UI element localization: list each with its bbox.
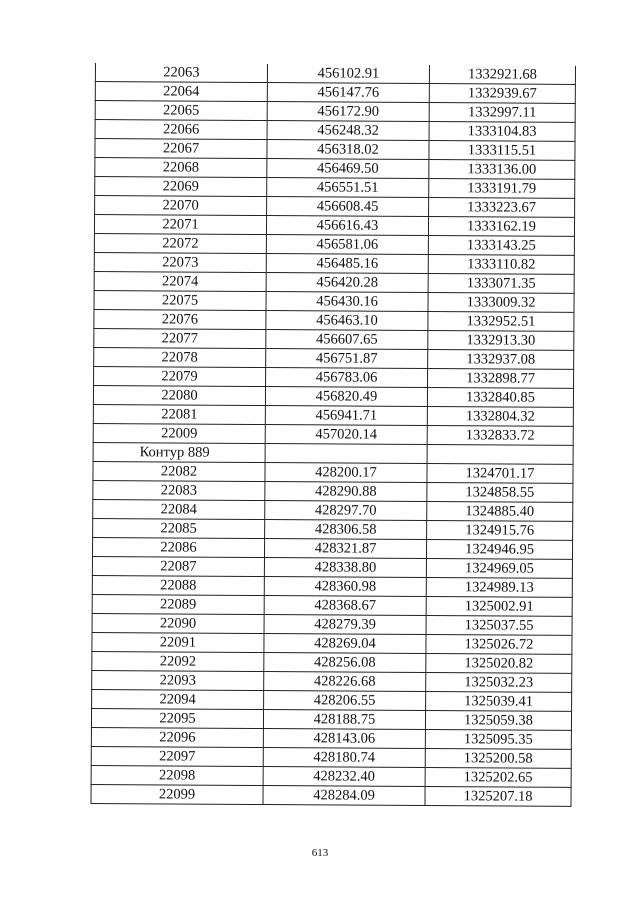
table-row (92, 556, 572, 578)
y-coordinate-cell: 1325039.41 (426, 692, 572, 712)
point-id-cell: 22097 (91, 746, 263, 766)
x-coordinate-cell: 456172.90 (267, 102, 429, 122)
y-coordinate-cell: 1325026.72 (426, 635, 572, 655)
point-id-cell: 22066 (95, 120, 267, 140)
x-coordinate-cell: 428290.88 (265, 482, 427, 502)
x-coordinate-cell: 428269.04 (264, 634, 426, 654)
table-row (95, 101, 575, 123)
point-id-cell: 22071 (94, 215, 266, 235)
table-row (92, 651, 572, 673)
y-coordinate-cell: 1333110.82 (428, 255, 574, 275)
y-coordinate-cell: 1325032.23 (426, 673, 572, 693)
table-row (92, 575, 572, 597)
x-coordinate-cell: 456581.06 (266, 235, 428, 255)
point-id-cell: 22080 (93, 385, 265, 405)
table-row (94, 252, 574, 274)
table-row (95, 196, 575, 218)
y-coordinate-cell: 1333071.35 (428, 274, 574, 294)
x-coordinate-cell: 456607.65 (266, 330, 428, 350)
point-id-cell: 22091 (92, 632, 264, 652)
x-coordinate-cell: 428206.55 (264, 691, 426, 711)
y-coordinate-cell: 1332898.77 (428, 369, 574, 389)
y-coordinate-cell: 1324915.76 (427, 521, 573, 541)
point-id-cell: 22093 (92, 670, 264, 690)
x-coordinate-cell: 428180.74 (263, 748, 425, 768)
x-coordinate-cell: 428297.70 (265, 501, 427, 521)
point-id-cell: 22064 (95, 82, 267, 102)
x-coordinate-cell: 428188.75 (263, 710, 425, 730)
table-row (92, 613, 572, 635)
point-id-cell: 22084 (93, 499, 265, 519)
y-coordinate-cell: 1324946.95 (426, 540, 572, 560)
coordinates-table-body (91, 63, 576, 806)
table-row (91, 727, 571, 749)
y-coordinate-cell: 1332833.72 (427, 426, 573, 446)
x-coordinate-cell: 428143.06 (263, 729, 425, 749)
table-row (95, 177, 575, 199)
y-coordinate-cell: 1325002.91 (426, 597, 572, 617)
y-coordinate-cell: 1333162.19 (428, 217, 574, 237)
y-coordinate-cell: 1332939.67 (429, 84, 575, 104)
table-row (94, 233, 574, 255)
x-coordinate-cell: 428226.68 (264, 672, 426, 692)
table-row (93, 404, 573, 426)
x-coordinate-cell: 456820.49 (265, 387, 427, 407)
x-coordinate-cell: 456485.16 (266, 254, 428, 274)
x-coordinate-cell: 456941.71 (265, 406, 427, 426)
table-row (93, 518, 573, 540)
x-coordinate-cell: 428256.08 (264, 653, 426, 673)
section-title: Контур 889 (93, 442, 265, 462)
x-coordinate-cell: 428321.87 (264, 539, 426, 559)
point-id-cell: 22099 (91, 784, 263, 804)
point-id-cell: 22081 (93, 404, 265, 424)
point-id-cell: 22090 (92, 613, 264, 633)
point-id-cell: 22072 (94, 233, 266, 253)
y-coordinate-cell: 1332937.08 (428, 350, 574, 370)
x-coordinate-cell: 456616.43 (266, 216, 428, 236)
x-coordinate-cell: 456147.76 (267, 83, 429, 103)
point-id-cell: 22078 (94, 347, 266, 367)
table-row (95, 120, 575, 142)
table-row (93, 499, 573, 521)
point-id-cell: 22085 (93, 518, 265, 538)
y-coordinate-cell: 1333223.67 (429, 198, 575, 218)
table-row (94, 290, 574, 312)
y-coordinate-cell: 1325095.35 (425, 730, 571, 750)
y-coordinate-cell: 1325037.55 (426, 616, 572, 636)
y-coordinate-cell: 1332921.68 (429, 65, 575, 84)
y-coordinate-cell: 1332804.32 (427, 407, 573, 427)
table-row (91, 708, 571, 730)
table-row (92, 537, 572, 559)
y-coordinate-cell: 1333191.79 (429, 179, 575, 199)
point-id-cell: 22087 (92, 556, 264, 576)
section-row (93, 442, 573, 464)
table-row (95, 63, 575, 84)
y-coordinate-cell: 1332913.30 (428, 331, 574, 351)
point-id-cell: 22070 (95, 196, 267, 216)
point-id-cell: 22075 (94, 290, 266, 310)
page-number: 613 (311, 847, 329, 859)
x-coordinate-cell: 456551.51 (267, 178, 429, 198)
y-coordinate-cell: 1325020.82 (426, 654, 572, 674)
y-coordinate-cell: 1333143.25 (428, 236, 574, 256)
x-coordinate-cell: 428338.80 (264, 558, 426, 578)
table-row (93, 423, 573, 445)
table-row (95, 158, 575, 180)
x-coordinate-cell: 456783.06 (266, 368, 428, 388)
point-id-cell: 22095 (91, 708, 263, 728)
y-coordinate-cell: 1324858.55 (427, 483, 573, 503)
x-coordinate-cell: 456608.45 (267, 197, 429, 217)
y-coordinate-cell: 1333009.32 (428, 293, 574, 313)
y-coordinate-cell: 1325059.38 (425, 711, 571, 731)
y-coordinate-cell: 1333136.00 (429, 160, 575, 180)
x-coordinate-cell: 457020.14 (265, 425, 427, 445)
x-coordinate-cell: 428200.17 (265, 463, 427, 483)
table-row (93, 461, 573, 483)
table-row (92, 632, 572, 654)
y-coordinate-cell: 1325202.65 (425, 768, 571, 788)
x-coordinate-cell: 456469.50 (267, 159, 429, 179)
point-id-cell: 22076 (94, 309, 266, 329)
y-coordinate-cell: 1324701.17 (427, 464, 573, 484)
table-row (94, 215, 574, 237)
table-row (94, 271, 574, 293)
x-coordinate-cell: 456430.16 (266, 292, 428, 312)
y-coordinate-cell: 1325200.58 (425, 749, 571, 769)
y-coordinate-cell: 1332840.85 (427, 388, 573, 408)
empty-cell (427, 445, 573, 465)
y-coordinate-cell: 1324969.05 (426, 559, 572, 579)
y-coordinate-cell: 1332997.11 (429, 103, 575, 123)
x-coordinate-cell: 456751.87 (266, 349, 428, 369)
point-id-cell: 22067 (95, 139, 267, 159)
point-id-cell: 22065 (95, 101, 267, 121)
point-id-cell: 22094 (92, 689, 264, 709)
table-row (91, 765, 571, 787)
table-row (93, 385, 573, 407)
point-id-cell: 22089 (92, 594, 264, 614)
x-coordinate-cell: 428232.40 (263, 767, 425, 787)
point-id-cell: 22069 (95, 177, 267, 197)
y-coordinate-cell: 1325207.18 (425, 787, 571, 807)
x-coordinate-cell: 428306.58 (265, 520, 427, 540)
table-row (94, 347, 574, 369)
x-coordinate-cell: 456318.02 (267, 140, 429, 160)
point-id-cell: 22009 (93, 423, 265, 443)
empty-cell (265, 444, 427, 464)
point-id-cell: 22086 (92, 537, 264, 557)
point-id-cell: 22083 (93, 480, 265, 500)
x-coordinate-cell: 428360.98 (264, 577, 426, 597)
y-coordinate-cell: 1333104.83 (429, 122, 575, 142)
x-coordinate-cell: 428368.67 (264, 596, 426, 616)
table-row (91, 784, 571, 806)
point-id-cell: 22068 (95, 158, 267, 178)
table-row (91, 746, 571, 768)
table-row (93, 480, 573, 502)
point-id-cell: 22077 (94, 328, 266, 348)
point-id-cell: 22074 (94, 271, 266, 291)
point-id-cell: 22096 (91, 727, 263, 747)
point-id-cell: 22098 (91, 765, 263, 785)
table-row (92, 689, 572, 711)
point-id-cell: 22063 (95, 63, 267, 83)
y-coordinate-cell: 1324989.13 (426, 578, 572, 598)
y-coordinate-cell: 1324885.40 (427, 502, 573, 522)
coordinates-table (90, 63, 576, 807)
point-id-cell: 22088 (92, 575, 264, 595)
x-coordinate-cell: 428279.39 (264, 615, 426, 635)
table-row (95, 139, 575, 161)
point-id-cell: 22082 (93, 461, 265, 481)
point-id-cell: 22092 (92, 651, 264, 671)
x-coordinate-cell: 456463.10 (266, 311, 428, 331)
table-row (92, 594, 572, 616)
x-coordinate-cell: 428284.09 (263, 786, 425, 806)
x-coordinate-cell: 456102.91 (267, 64, 429, 83)
y-coordinate-cell: 1333115.51 (429, 141, 575, 161)
x-coordinate-cell: 456248.32 (267, 121, 429, 141)
y-coordinate-cell: 1332952.51 (428, 312, 574, 332)
table-row (92, 670, 572, 692)
table-row (94, 328, 574, 350)
coordinates-sheet (95, 63, 575, 804)
point-id-cell: 22073 (94, 252, 266, 272)
point-id-cell: 22079 (94, 366, 266, 386)
table-row (95, 82, 575, 104)
x-coordinate-cell: 456420.28 (266, 273, 428, 293)
table-row (94, 366, 574, 388)
table-row (94, 309, 574, 331)
